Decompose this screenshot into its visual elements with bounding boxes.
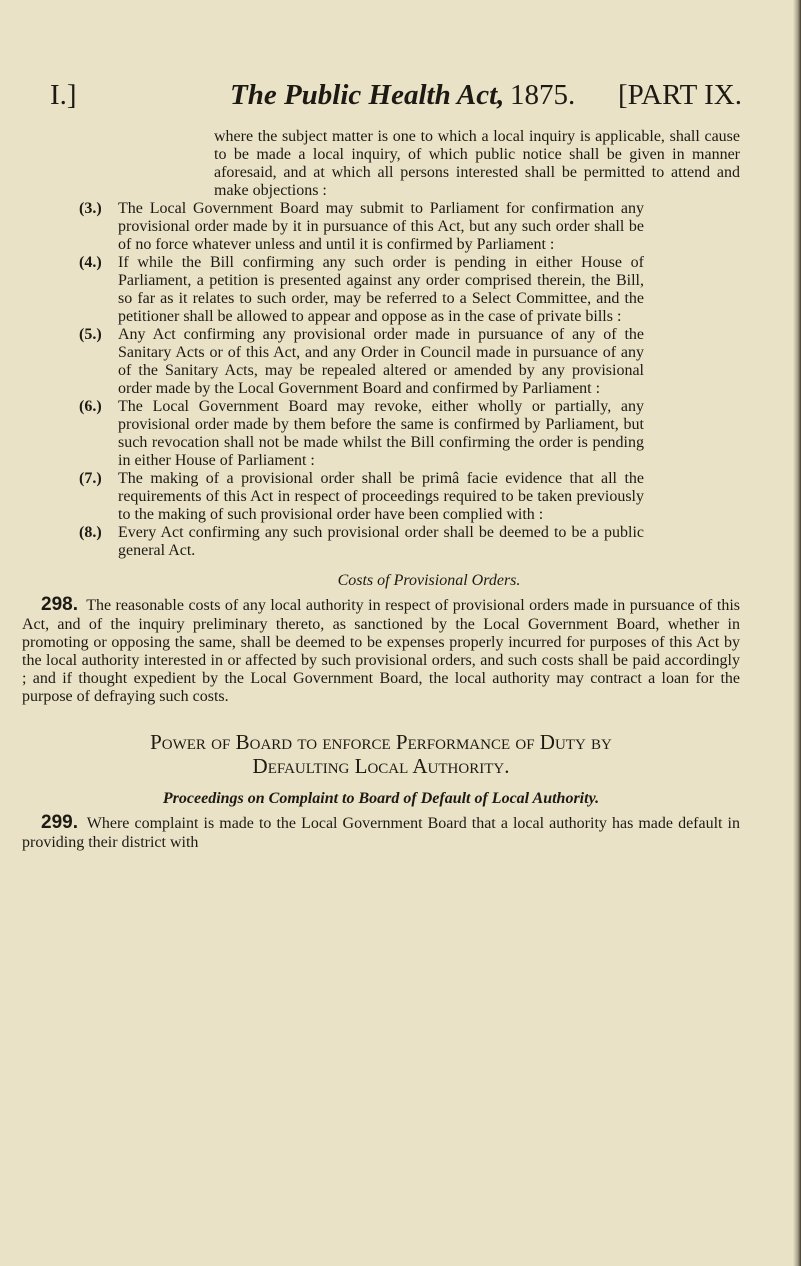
- item-number: (5.): [79, 326, 102, 343]
- chapter-marker: I.]: [50, 79, 77, 111]
- part-marker: [PART IX.: [618, 79, 742, 111]
- list-item: [22, 398, 644, 470]
- section-number: 299.: [41, 812, 78, 833]
- page-edge-shadow: [793, 0, 801, 1266]
- list-item: [22, 326, 644, 398]
- item-number: (7.): [79, 470, 102, 487]
- subheading: Proceedings on Complaint to Board of Default of Local Authority.: [162, 790, 600, 807]
- item-number: (4.): [79, 254, 102, 271]
- section-text: The reasonable costs of any local authority in respect of provisional orders made in pursuance of this Act, and of the inquiry preliminary thereto, as sanctioned by the Local Government Board, whether in promoting or opposing the same, shall be deemed to be expenses properly incurred for purposes of this Act by the local authority interested in or affected by such provisional orders, and such costs shall be paid accordingly ; and if thought expedient by the Local Government Board, the local authority may contract a loan for the purpose of defraying such costs.: [22, 597, 740, 705]
- item-text: The making of a provisional order shall be primâ facie evidence that all the requirements of this Act in respect of proceedings required to be taken previously to the making of such provisional order have been complied with :: [118, 470, 644, 523]
- part-heading: [22, 730, 740, 778]
- part-heading-line-2: Defaulting Local Authority.: [252, 754, 510, 778]
- item-text: The Local Government Board may revoke, either wholly or partially, any provisional order made by them before the same is confirmed by Parliament, but such revocation shall not be made whilst the Bill confirming the order is pending in either House of Parliament :: [118, 398, 644, 469]
- section-number: 298.: [41, 594, 78, 615]
- section-text: Where complaint is made to the Local Government Board that a local authority has made default in providing their district with: [22, 815, 740, 851]
- list-item: [22, 254, 644, 326]
- item-number: (8.): [79, 524, 102, 541]
- part-heading-line-1: Power of Board to enforce Performance of Duty by: [150, 730, 612, 754]
- running-header: [50, 72, 750, 118]
- item-text: Every Act confirming any such provisional order shall be deemed to be a public general Act.: [118, 524, 644, 559]
- item-number: (3.): [79, 200, 102, 217]
- section-298: [22, 594, 740, 706]
- lead-paragraph: where the subject matter is one to which a local inquiry is applicable, shall cause to be made a local inquiry, of which public notice shall be given in manner aforesaid, and at which all persons interested shall be permitted to attend and make objections :: [214, 128, 740, 199]
- item-text: Any Act confirming any provisional order made in pursuance of any of the Sanitary Acts or of this Act, and any Order in Council made in pursuance of any of the Sanitary Acts, may be repealed altered or amended by any provisional order made by the Local Government Board and confirmed by Parliament :: [118, 326, 644, 397]
- item-text: The Local Government Board may submit to Parliament for confirmation any provisional order made by it in pursuance of this Act, but any such order shall be of no force whatever unless and until it is confirmed by Parliament :: [118, 200, 644, 253]
- list-item: [22, 200, 644, 254]
- body-text: [22, 128, 740, 852]
- item-number: (6.): [79, 398, 102, 415]
- provision-list: [22, 200, 740, 560]
- section-299: [22, 812, 740, 852]
- section-heading: Costs of Provisional Orders.: [337, 572, 521, 589]
- running-year: 1875.: [510, 79, 576, 111]
- running-title: The Public Health Act,: [230, 79, 505, 111]
- list-item: [22, 470, 644, 524]
- item-text: If while the Bill confirming any such order is pending in either House of Parliament, a petition is presented against any order comprised therein, the Bill, so far as it relates to such order, may be referred to a Select Committee, and the petitioner shall be allowed to appear and oppose as in the case of private bills :: [118, 254, 644, 325]
- list-item: [22, 524, 644, 560]
